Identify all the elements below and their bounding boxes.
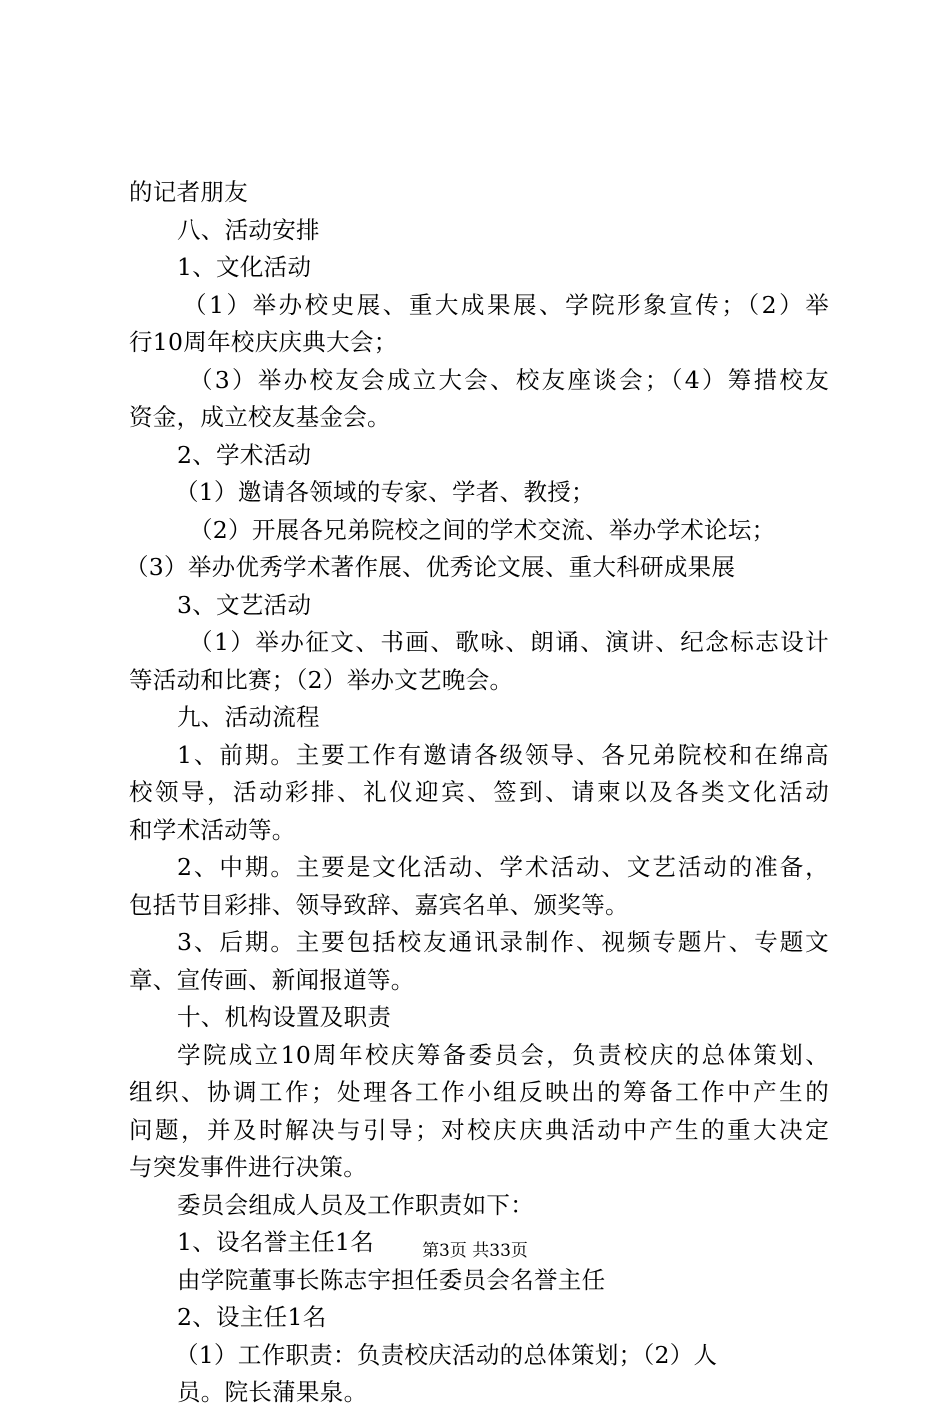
document-body bbox=[125, 174, 829, 1412]
text-line: 由学院董事长陈志宇担任委员会名誉主任 bbox=[177, 1265, 606, 1294]
text-line: 与突发事件进行决策。 bbox=[129, 1153, 367, 1181]
text-line: （2）开展各兄弟院校之间的学术交流、举办学术论坛； bbox=[189, 515, 776, 544]
subsection-heading: 2、学术活动 bbox=[177, 440, 312, 469]
text-line: 资金，成立校友基金会。 bbox=[129, 403, 391, 431]
section-heading: 九、活动流程 bbox=[177, 703, 320, 731]
text-line: 章、宣传画、新闻报道等。 bbox=[129, 965, 415, 994]
text-line: 问题，并及时解决与引导；对校庆庆典活动中产生的重大决定 bbox=[129, 1115, 829, 1144]
text-line: （1）举办校史展、重大成果展、学院形象宣传；（2）举 bbox=[183, 290, 829, 319]
subsection-heading: 3、文艺活动 bbox=[177, 590, 312, 619]
text-line: 委员会组成人员及工作职责如下： bbox=[177, 1190, 534, 1219]
text-line: （1）工作职责：负责校庆活动的总体策划；（2）人 bbox=[175, 1340, 718, 1369]
section-heading: 八、活动安排 bbox=[177, 215, 320, 244]
text-line: 学院成立10周年校庆筹备委员会，负责校庆的总体策划、 bbox=[177, 1040, 829, 1069]
text-line: 2、设主任1名 bbox=[177, 1303, 327, 1331]
text-line: 包括节目彩排、领导致辞、嘉宾名单、颁奖等。 bbox=[129, 890, 629, 919]
text-line: 等活动和比赛；（2）举办文艺晚会。 bbox=[129, 665, 514, 694]
text-line: （3）举办校友会成立大会、校友座谈会；（4）筹措校友 bbox=[189, 365, 829, 394]
text-line: （1）邀请各领域的专家、学者、教授； bbox=[175, 478, 595, 506]
text-line: 组织、协调工作；处理各工作小组反映出的筹备工作中产生的 bbox=[129, 1078, 829, 1106]
text-line: （1）举办征文、书画、歌咏、朗诵、演讲、纪念标志设计 bbox=[189, 628, 829, 656]
text-line: 2、中期。主要是文化活动、学术活动、文艺活动的准备， bbox=[177, 853, 829, 881]
text-line: 的记者朋友 bbox=[129, 178, 248, 206]
text-line: （3）举办优秀学术著作展、优秀论文展、重大科研成果展 bbox=[125, 553, 736, 581]
text-line: 1、前期。主要工作有邀请各级领导、各兄弟院校和在绵高 bbox=[177, 740, 829, 769]
text-line: 1、设名誉主任1名 bbox=[177, 1228, 375, 1256]
text-line: 行10周年校庆庆典大会； bbox=[129, 328, 398, 356]
subsection-heading: 1、文化活动 bbox=[177, 253, 312, 281]
text-line: 3、后期。主要包括校友通讯录制作、视频专题片、专题文 bbox=[177, 928, 829, 956]
text-line: 校领导，活动彩排、礼仪迎宾、签到、请柬以及各类文化活动 bbox=[129, 778, 829, 806]
section-heading: 十、机构设置及职责 bbox=[177, 1003, 392, 1031]
text-line: 和学术活动等。 bbox=[129, 815, 296, 844]
text-line: 员。院长蒲果泉。 bbox=[177, 1378, 368, 1406]
page-number-footer: 第3页 共33页 bbox=[422, 1241, 528, 1261]
